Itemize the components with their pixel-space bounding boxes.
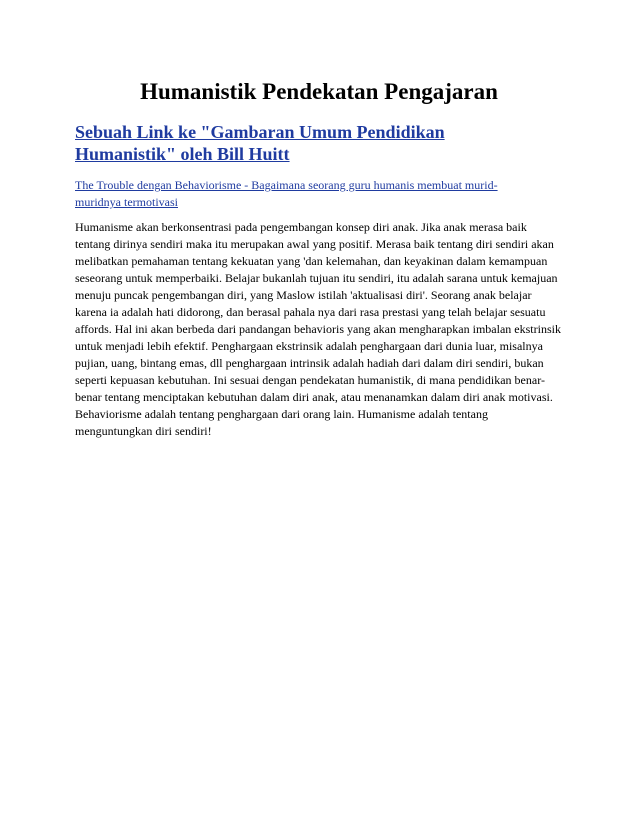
overview-article-link[interactable]: Sebuah Link ke "Gambaran Umum Pendidikan Humanistik" oleh Bill Huitt (75, 122, 445, 164)
body-paragraph: Humanisme akan berkonsentrasi pada pengembangan konsep diri anak. Jika anak merasa baik tentang dirinya sendiri maka itu merupakan awal yang positif. Merasa baik tentang diri sendiri akan melibatkan pemahaman tentang kekuatan yang 'dan kelemahan, dan keyakinan dalam kemampuan seseorang untuk memperbaiki. Belajar bukanlah tujuan itu sendiri, itu adalah sarana untuk kemajuan menuju puncak pengembangan diri, yang Maslow istilah 'aktualisasi diri'. Seorang anak belajar karena ia adalah hati didorong, dan berasal pahala nya dari rasa prestasi yang telah belajar sesuatu affords. Hal ini akan berbeda dari pandangan behavioris yang akan mengharapkan imbalan ekstrinsik untuk menjadi lebih efektif. Penghargaan ekstrinsik adalah penghargaan dari dunia luar, misalnya pujian, uang, bintang emas, dll penghargaan intrinsik adalah hadiah dari dalam diri sendiri, bukan seperti kepuasan kebutuhan. Ini sesuai dengan pendekatan humanistik, di mana pendidikan benar-benar tentang menciptakan kebutuhan dalam diri anak, atau menanamkan dalam diri anak motivasi. Behaviorisme adalah tentang penghargaan dari orang lain. Humanisme adalah tentang menguntungkan diri sendiri! (75, 220, 561, 438)
page-title: Humanistik Pendekatan Pengajaran (140, 79, 498, 104)
behaviorism-trouble-link[interactable]: The Trouble dengan Behaviorisme - Bagaimana seorang guru humanis membuat murid-muridnya termotivasi (75, 178, 498, 209)
